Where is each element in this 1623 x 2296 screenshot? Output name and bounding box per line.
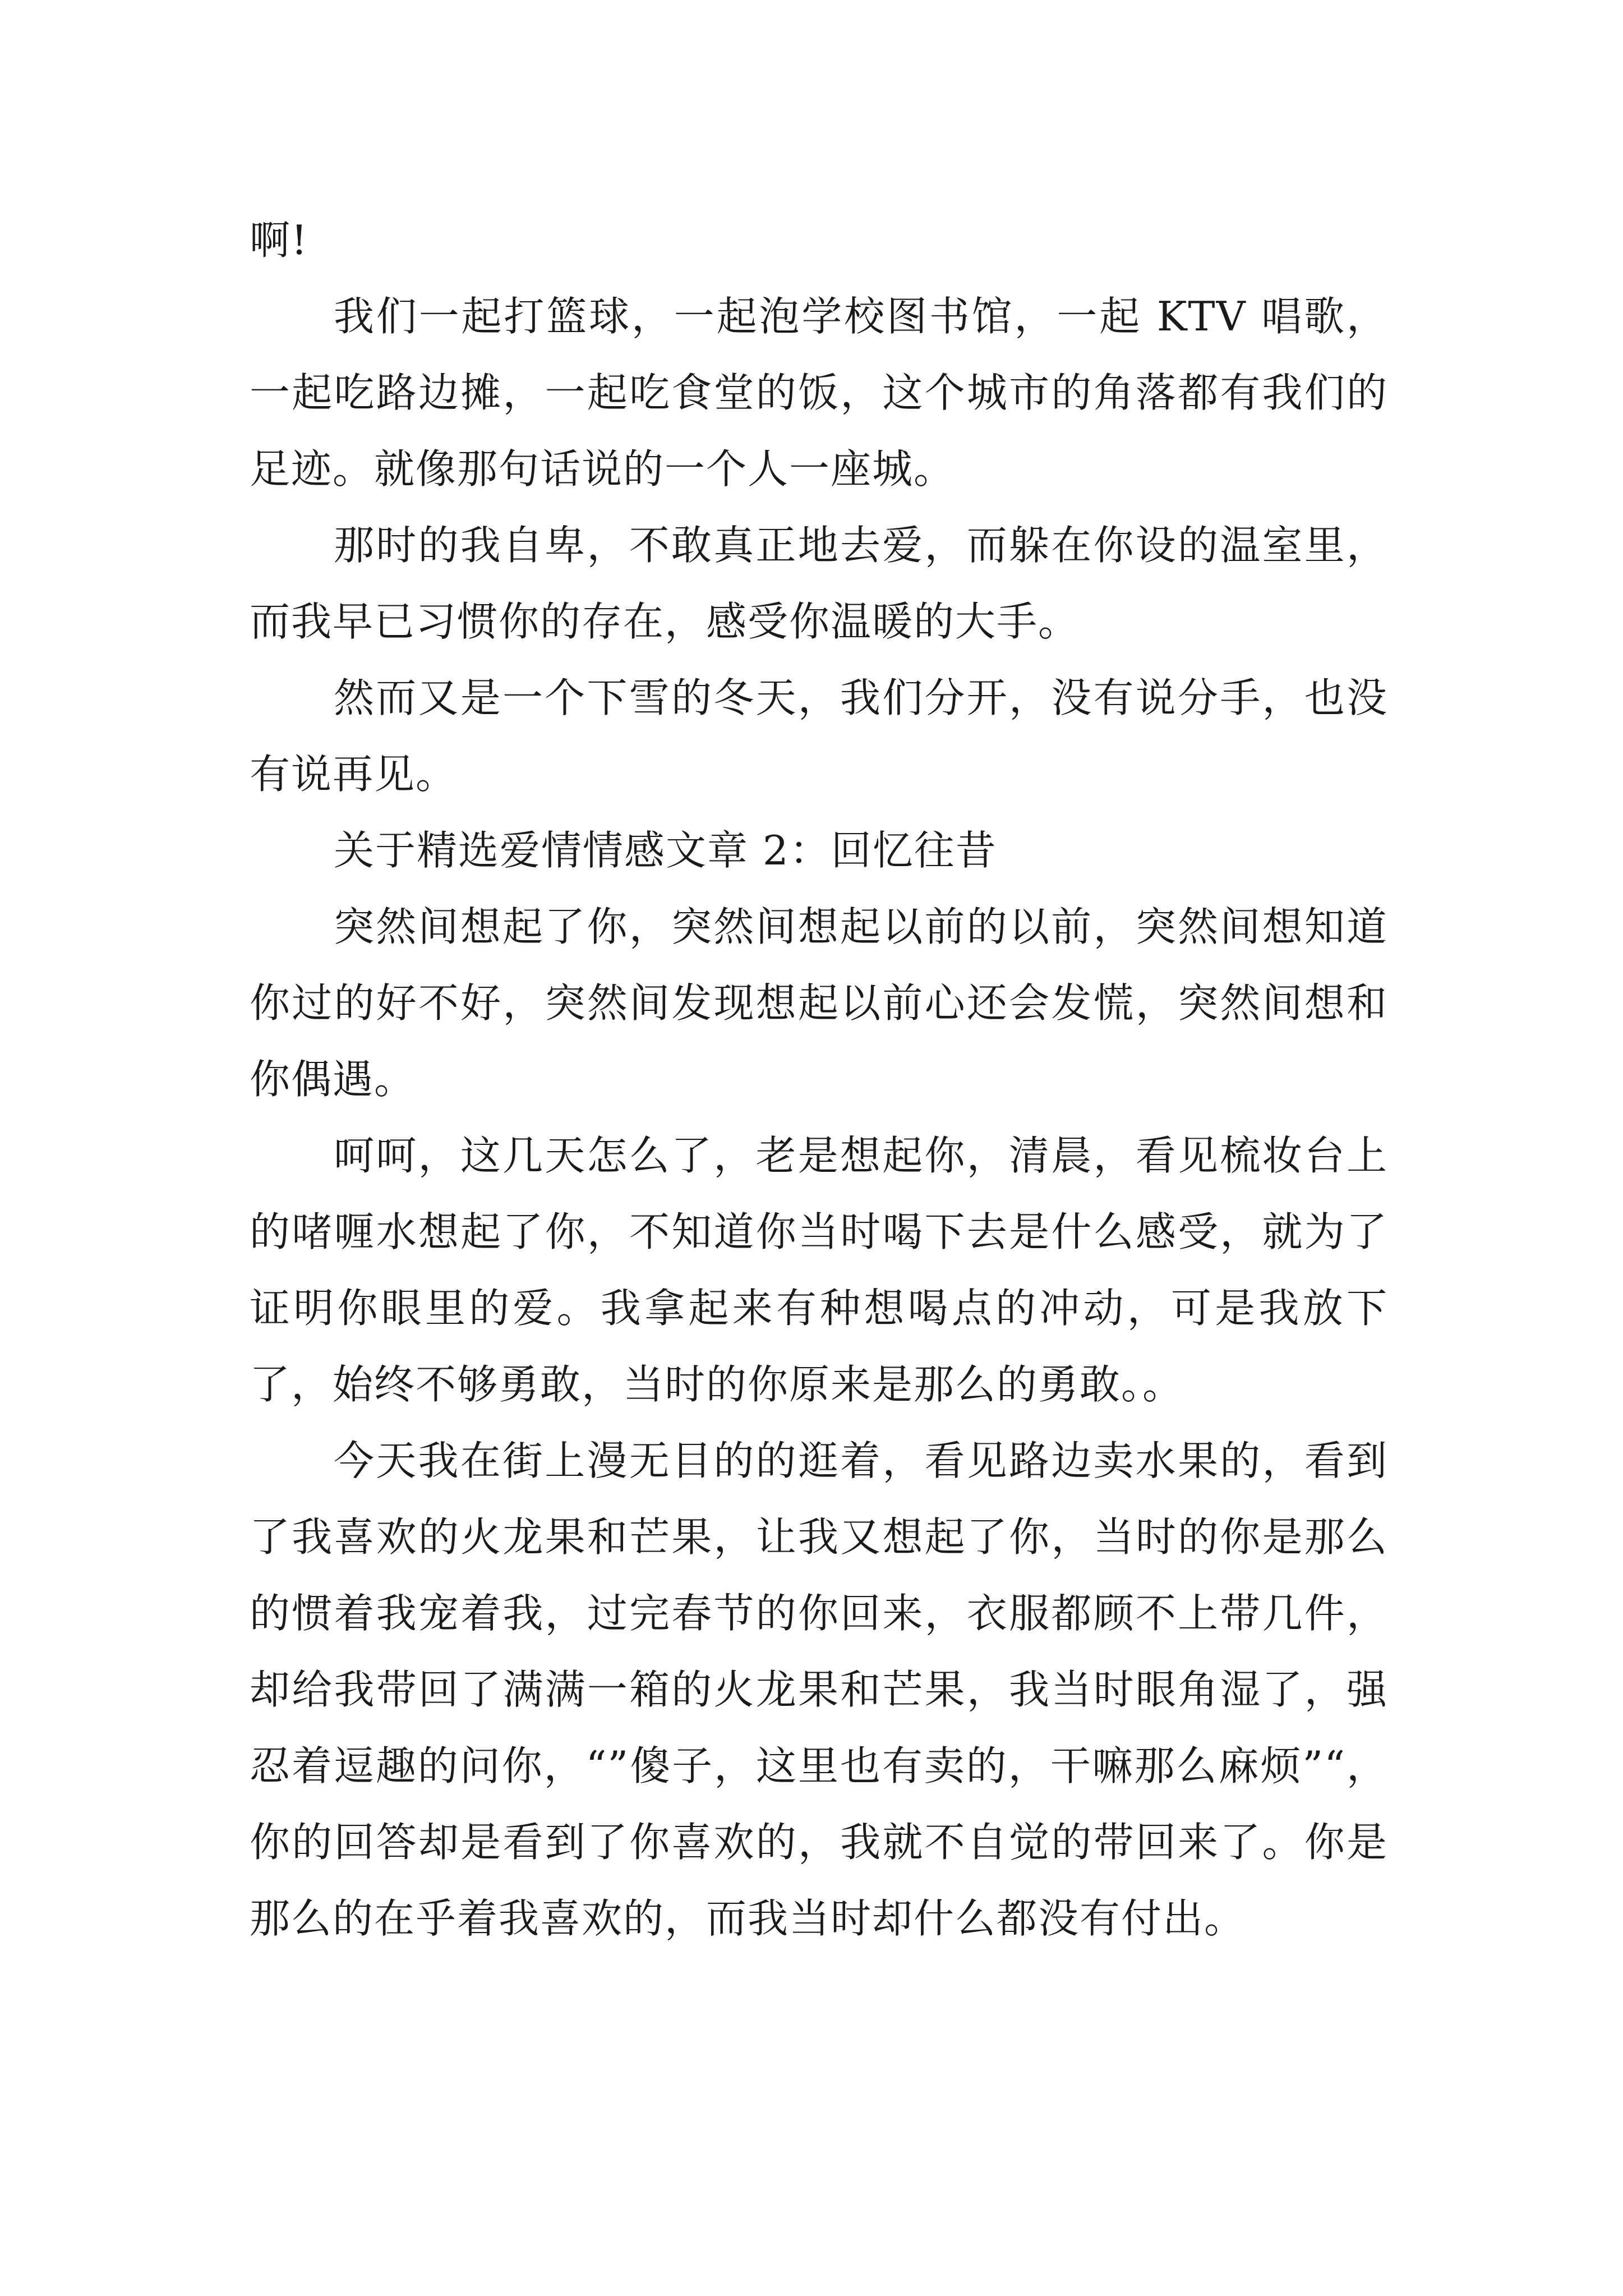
paragraph: 我们一起打篮球，一起泡学校图书馆，一起 KTV 唱歌，一起吃路边摊，一起吃食堂的饭，这个城市的角落都有我们的足迹。就像那句话说的一个人一座城。 <box>250 293 1388 493</box>
document-body <box>250 202 1388 1957</box>
paragraph: 今天我在街上漫无目的的逛着，看见路边卖水果的，看到了我喜欢的火龙果和芒果，让我又想起了你，当时的你是那么的惯着我宠着我，过完春节的你回来，衣服都顾不上带几件，却给我带回了满满一箱的火龙果和芒果，我当时眼角湿了，强忍着逗趣的问你，“”傻子，这里也有卖的，干嘛那么麻烦”“，你的回答却是看到了你喜欢的，我就不自觉的带回来了。你是那么的在乎着我喜欢的，而我当时却什么都没有付出。 <box>250 1437 1388 1942</box>
paragraph: 突然间想起了你，突然间想起以前的以前，突然间想知道你过的好不好，突然间发现想起以前心还会发慌，突然间想和你偶遇。 <box>250 903 1388 1103</box>
paragraph: 那时的我自卑，不敢真正地去爱，而躲在你设的温室里，而我早已习惯你的存在，感受你温暖的大手。 <box>250 522 1388 645</box>
section-heading: 关于精选爱情情感文章 2：回忆往昔 <box>334 827 997 874</box>
paragraph: 然而又是一个下雪的冬天，我们分开，没有说分手，也没有说再见。 <box>250 674 1388 798</box>
paragraph-fragment: 啊! <box>250 217 308 264</box>
paragraph: 呵呵，这几天怎么了，老是想起你，清晨，看见梳妆台上的啫喱水想起了你，不知道你当时喝下去是什么感受，就为了证明你眼里的爱。我拿起来有种想喝点的冲动，可是我放下了，始终不够勇敢，当时的你原来是那么的勇敢。。 <box>250 1132 1388 1408</box>
